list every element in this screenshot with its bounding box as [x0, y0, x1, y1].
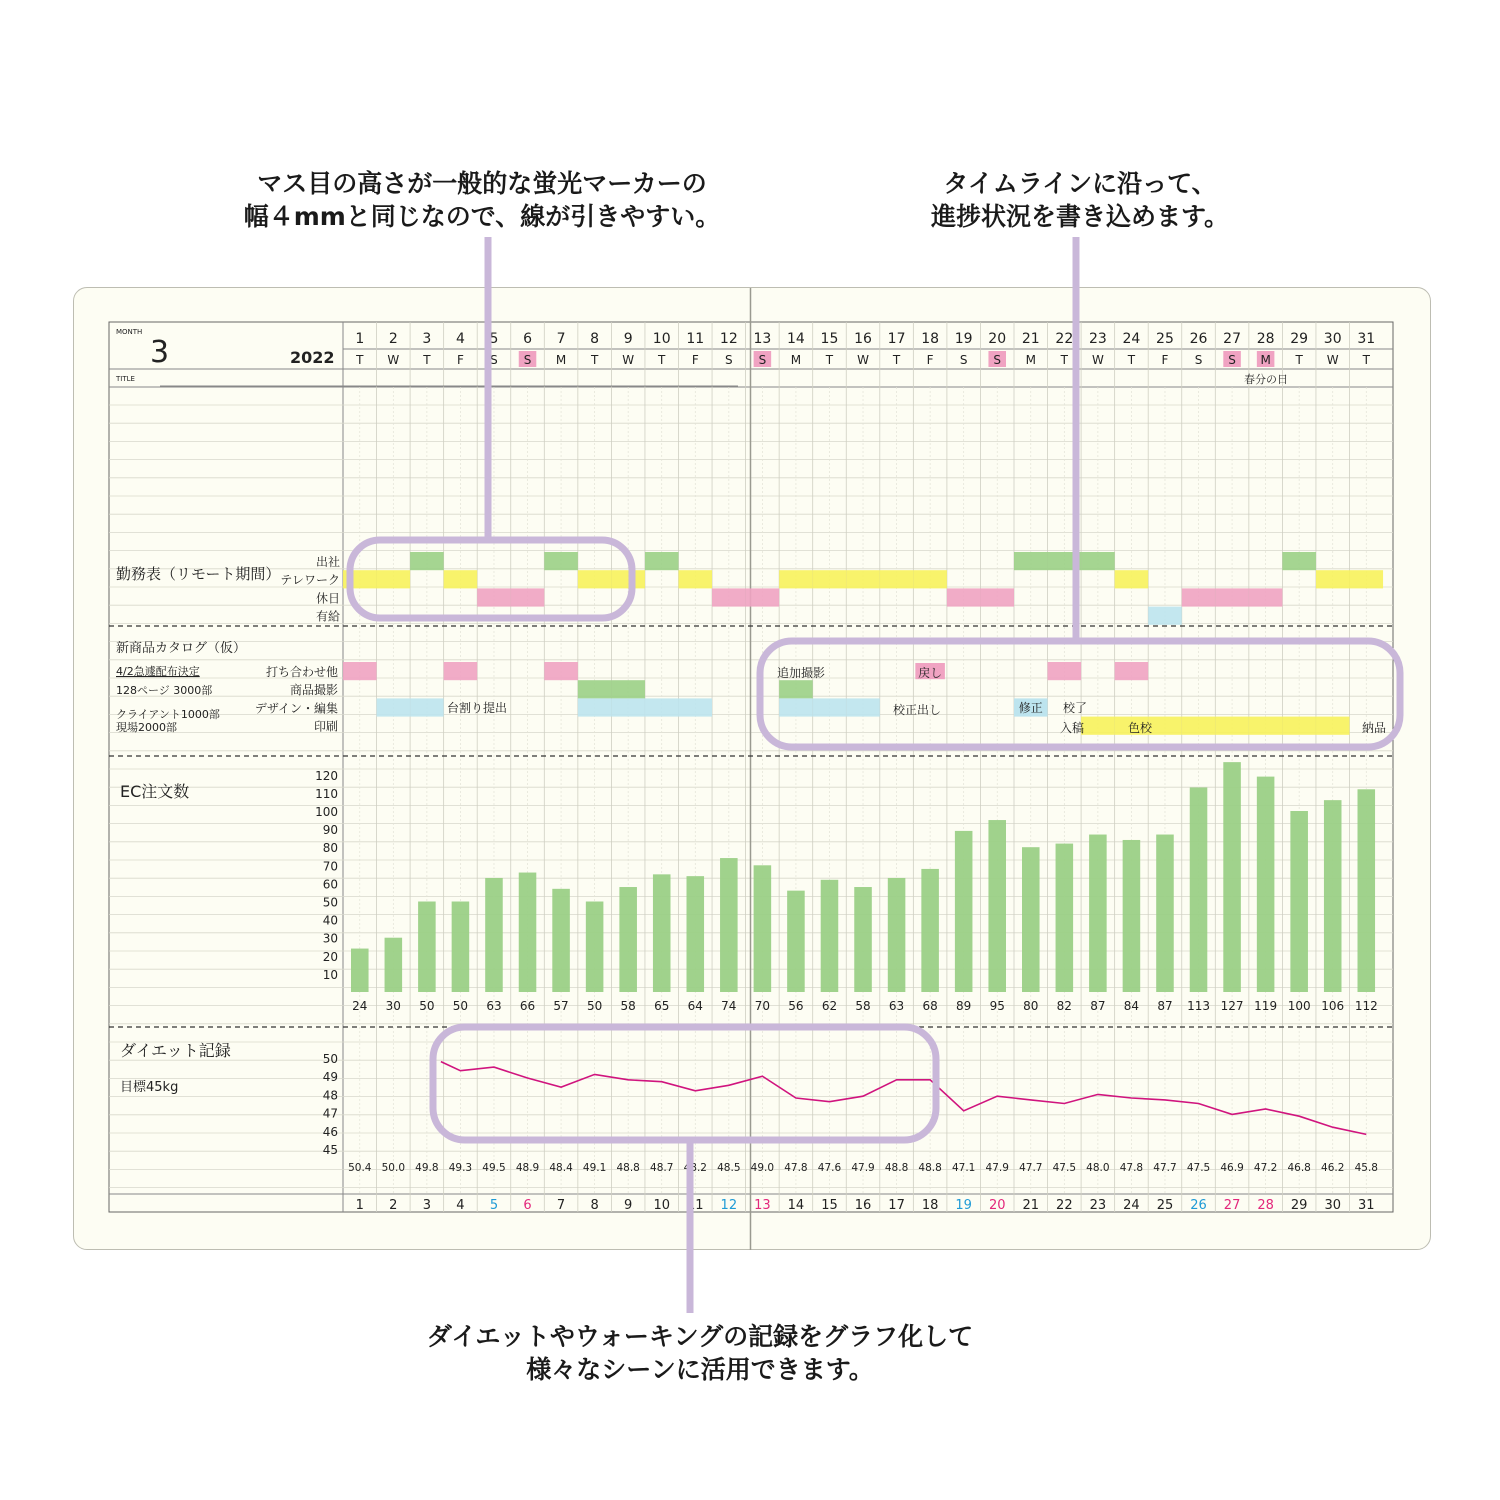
footer-day-number: 17	[888, 1198, 905, 1213]
label-daiwari: 台割り提出	[447, 701, 508, 715]
month-label: MONTH	[116, 328, 143, 336]
diet-value-label: 47.1	[951, 1162, 976, 1174]
ec-bar-label: 58	[855, 999, 871, 1013]
ec-y-tick: 20	[322, 949, 338, 964]
footer-day-number: 12	[720, 1198, 738, 1213]
catalog-cell	[846, 698, 880, 716]
footer-day-number: 25	[1156, 1198, 1174, 1213]
ec-bar-label: 87	[1090, 999, 1106, 1013]
catalog-cell	[1249, 717, 1283, 735]
day-number: 8	[590, 331, 600, 347]
footer-day-number: 31	[1358, 1198, 1375, 1213]
ec-bar-label: 74	[721, 999, 737, 1013]
ec-bar-label: 112	[1354, 999, 1378, 1013]
ec-bar-label: 57	[553, 999, 569, 1013]
diet-goal: 目標45kg	[120, 1080, 179, 1095]
day-number: 1	[355, 331, 365, 347]
catalog-cell	[1081, 717, 1115, 735]
title-label: TITLE	[116, 375, 135, 383]
catalog-note: 4/2急遽配布決定	[116, 665, 200, 678]
label-kousei: 校正出し	[893, 703, 942, 717]
ec-bar-label: 84	[1123, 999, 1140, 1013]
footer-day-number: 9	[624, 1198, 633, 1213]
weekday-letter: W	[1091, 353, 1104, 367]
ec-bar	[921, 869, 939, 992]
footer-day-number: 8	[590, 1198, 599, 1213]
footer-day-number: 5	[489, 1198, 499, 1213]
catalog-cell	[578, 680, 612, 698]
catalog-cell	[611, 698, 645, 716]
weekday-letter: T	[590, 353, 599, 367]
ec-bar	[418, 902, 436, 993]
ec-bar-label: 113	[1187, 999, 1210, 1013]
diet-value-label: 48.8	[918, 1162, 942, 1174]
catalog-cell	[377, 698, 411, 716]
weekday-letter: M	[555, 353, 567, 367]
footer-day-number: 22	[1056, 1198, 1073, 1213]
footer-day-number: 26	[1190, 1198, 1207, 1213]
weekday-letter: M	[790, 353, 802, 367]
label-modoshi: 戻し	[918, 666, 943, 680]
callout-grid-height-line2: 幅４mmと同じなので、線が引きやすい。	[243, 202, 721, 231]
label-tsuika: 追加撮影	[777, 666, 826, 680]
ec-y-tick: 80	[322, 841, 338, 856]
month-number: 3	[150, 335, 170, 370]
catalog-cell	[1215, 717, 1249, 735]
work-cell	[712, 588, 746, 606]
diet-value-label: 49.0	[750, 1162, 775, 1174]
catalog-title: 新商品カタログ（仮）	[116, 641, 247, 656]
catalog-cell	[779, 680, 813, 698]
ec-bar	[1290, 811, 1308, 992]
catalog-cell	[544, 662, 578, 680]
ec-bar	[955, 831, 973, 992]
weekday-letter: T	[1362, 353, 1370, 367]
work-cell	[410, 552, 444, 570]
ec-y-tick: 40	[322, 913, 338, 928]
diet-value-label: 48.7	[650, 1162, 674, 1174]
ec-bar	[1089, 835, 1107, 992]
catalog-cell	[1048, 662, 1082, 680]
diet-line	[441, 1062, 1366, 1135]
weekday-letter: S	[758, 353, 767, 367]
diet-value-label: 49.8	[415, 1162, 439, 1174]
day-number: 11	[686, 331, 705, 347]
diet-value-label: 47.5	[1052, 1162, 1077, 1174]
work-cell	[1249, 588, 1283, 606]
weekday-letter: S	[959, 353, 968, 367]
weekday-letter: S	[490, 353, 498, 367]
diet-value-label: 46.9	[1220, 1162, 1244, 1174]
weekday-letter: M	[1025, 353, 1036, 367]
weekday-letter: F	[1161, 353, 1169, 367]
weekday-letter: W	[622, 353, 635, 367]
weekday-letter: S	[523, 353, 532, 367]
diet-y-tick: 48	[322, 1088, 338, 1103]
diet-value-label: 49.1	[582, 1162, 607, 1174]
ec-bar	[1190, 787, 1208, 992]
diet-value-label: 47.8	[1119, 1162, 1144, 1174]
day-number: 24	[1122, 331, 1141, 347]
catalog-cell	[779, 698, 813, 716]
work-row-label: 出社	[315, 555, 340, 569]
callout-timeline-line1: タイムラインに沿って、	[943, 169, 1217, 198]
ec-bar	[1123, 840, 1141, 992]
weekday-letter: F	[691, 353, 699, 367]
work-row-label: 休日	[315, 591, 340, 606]
grid-lines	[109, 288, 1393, 1250]
diet-value-label: 49.5	[482, 1162, 506, 1174]
day-number: 19	[954, 331, 973, 347]
label-irokou: 色校	[1128, 721, 1153, 735]
weekday-letter: W	[1326, 353, 1339, 367]
ec-bar-label: 65	[654, 999, 670, 1013]
work-cell	[578, 570, 612, 588]
ec-y-tick: 110	[315, 786, 338, 801]
footer-day-number: 7	[556, 1198, 566, 1213]
work-cell	[544, 552, 578, 570]
weekday-letter: W	[857, 353, 869, 367]
footer-day-number: 10	[653, 1198, 670, 1213]
ec-bar-label: 24	[352, 999, 368, 1013]
diet-value-label: 47.8	[784, 1162, 808, 1174]
diet-value-label: 48.9	[515, 1162, 540, 1174]
ec-bar-label: 82	[1056, 999, 1072, 1013]
work-row-label: テレワーク	[280, 573, 340, 588]
work-title: 勤務表（リモート期間）	[116, 565, 281, 583]
day-number: 28	[1256, 331, 1275, 347]
footer-day-number: 15	[821, 1198, 838, 1213]
footer-day-number: 29	[1290, 1198, 1308, 1213]
weekday-letter: S	[1194, 353, 1203, 367]
footer-day-number: 20	[988, 1198, 1006, 1213]
work-cell	[813, 570, 847, 588]
footer-day-number: 3	[422, 1198, 432, 1213]
ec-bar	[1257, 777, 1275, 992]
weekday-letter: T	[423, 353, 431, 367]
ec-y-tick: 120	[315, 768, 338, 783]
ec-y-tick: 50	[322, 895, 338, 910]
work-cell	[477, 588, 511, 606]
ec-bar	[1022, 847, 1040, 992]
work-cell	[947, 588, 981, 606]
catalog-cell	[1148, 717, 1182, 735]
work-cell	[1081, 552, 1115, 570]
work-cell	[1182, 588, 1216, 606]
catalog-cell	[679, 698, 713, 716]
diet-value-label: 50.4	[348, 1162, 372, 1174]
diet-value-label: 47.7	[1019, 1162, 1043, 1174]
work-cell	[645, 552, 679, 570]
catalog-cell	[1182, 717, 1216, 735]
work-cell	[980, 588, 1014, 606]
diet-value-label: 47.5	[1186, 1162, 1211, 1174]
diet-value-label: 46.2	[1321, 1162, 1345, 1174]
diet-value-label: 48.5	[717, 1162, 741, 1174]
catalog-cell	[444, 662, 478, 680]
callout-grid-height-line1: マス目の高さが一般的な蛍光マーカーの	[257, 169, 707, 198]
ec-bar	[653, 874, 671, 992]
ec-bar	[519, 873, 537, 992]
ec-y-tick: 30	[322, 931, 338, 946]
weekday-letter: F	[926, 353, 934, 367]
ec-bar	[687, 876, 705, 992]
ec-bar	[1358, 789, 1376, 992]
weekday-letter: M	[1260, 353, 1271, 367]
day-number: 7	[556, 331, 566, 347]
work-row-label: 有給	[315, 609, 340, 624]
day-number: 29	[1290, 331, 1309, 347]
ec-bar-label: 58	[620, 999, 636, 1013]
day-number: 13	[753, 331, 772, 347]
footer-day-number: 16	[854, 1198, 872, 1213]
ec-bar	[351, 949, 369, 992]
work-cell	[880, 570, 914, 588]
day-number: 22	[1055, 331, 1074, 347]
work-cell	[511, 588, 545, 606]
ec-bar-label: 64	[687, 999, 703, 1013]
year-label: 2022	[290, 348, 335, 367]
label-shusei: 修正	[1018, 701, 1043, 715]
ec-bar-label: 50	[586, 999, 603, 1013]
catalog-cell	[1115, 662, 1149, 680]
catalog-cell	[578, 698, 612, 716]
weekday-letter: S	[725, 353, 733, 367]
ec-bar-label: 66	[519, 999, 536, 1013]
diet-y-tick: 49	[322, 1070, 338, 1085]
label-nohin: 納品	[1362, 721, 1387, 735]
ec-bar	[586, 902, 604, 993]
diet-y-tick: 45	[322, 1143, 338, 1157]
label-nyuko: 入稿	[1060, 721, 1085, 735]
footer-day-number: 30	[1324, 1198, 1341, 1213]
diet-value-label: 48.2	[683, 1162, 707, 1174]
work-cell	[1148, 607, 1182, 625]
day-number: 27	[1223, 331, 1241, 347]
day-number: 3	[422, 331, 432, 347]
footer-day-number: 24	[1123, 1198, 1140, 1213]
catalog-note: 現場2000部	[116, 721, 177, 734]
work-cell	[1014, 552, 1048, 570]
ec-title: EC注文数	[120, 782, 190, 801]
footer-day-number: 21	[1022, 1198, 1040, 1213]
work-cell	[377, 570, 411, 588]
ec-y-tick: 70	[322, 859, 338, 874]
day-number: 20	[988, 331, 1007, 347]
footer-day-number: 28	[1257, 1198, 1274, 1213]
callout-graph-line1: ダイエットやウォーキングの記録をグラフ化して	[426, 1322, 974, 1351]
diet-value-label: 50.0	[381, 1162, 406, 1174]
diet-y-tick: 46	[322, 1124, 338, 1139]
catalog-row-label: デザイン・編集	[254, 701, 338, 716]
weekday-letter: T	[892, 353, 901, 367]
ec-bar-label: 50	[452, 999, 469, 1013]
ec-bar	[988, 820, 1006, 992]
work-cell	[1316, 570, 1350, 588]
catalog-row-label: 印刷	[313, 719, 338, 734]
day-number: 17	[887, 331, 906, 347]
day-number: 12	[719, 331, 738, 347]
weekday-letter: T	[1060, 353, 1068, 367]
diet-value-label: 48.8	[884, 1162, 909, 1174]
ec-bar-label: 70	[754, 999, 771, 1013]
label-kouryo: 校了	[1063, 701, 1088, 715]
diet-value-label: 45.8	[1354, 1162, 1378, 1174]
highlight-diet	[433, 1027, 936, 1140]
footer-day-number: 19	[955, 1198, 972, 1213]
diet-y-tick: 50	[322, 1052, 338, 1066]
catalog-cell	[1282, 717, 1316, 735]
ec-bar	[720, 858, 738, 992]
ec-bar	[821, 880, 839, 992]
ec-bar-label: 50	[419, 999, 435, 1013]
footer-day-number: 14	[787, 1198, 805, 1213]
work-cell	[1215, 588, 1249, 606]
catalog-cell	[611, 680, 645, 698]
ec-bar-label: 63	[888, 999, 905, 1013]
work-cell	[611, 570, 645, 588]
ec-y-tick: 60	[322, 877, 338, 892]
ec-bar	[1223, 762, 1241, 992]
day-number: 6	[523, 331, 532, 347]
day-number: 14	[787, 331, 805, 347]
day-number: 21	[1021, 331, 1040, 347]
ec-y-tick: 10	[322, 967, 338, 982]
day-number: 15	[820, 331, 839, 347]
day-number: 30	[1323, 331, 1342, 347]
day-number: 4	[455, 331, 465, 347]
diet-value-label: 48.0	[1086, 1162, 1110, 1174]
work-cell	[1282, 552, 1316, 570]
ec-bar	[754, 865, 772, 992]
catalog-note: 128ページ 3000部	[116, 684, 213, 697]
footer-day-number: 27	[1223, 1198, 1241, 1213]
diet-value-label: 48.4	[549, 1162, 573, 1174]
ec-bar-label: 68	[922, 999, 938, 1013]
ec-y-tick: 100	[315, 805, 338, 819]
footer-day-number: 11	[687, 1198, 704, 1213]
day-number: 26	[1189, 331, 1208, 347]
holiday-note: 春分の日	[1244, 373, 1288, 386]
diet-value-label: 47.6	[817, 1162, 842, 1174]
weekday-letter: F	[456, 353, 464, 367]
work-cell	[913, 570, 947, 588]
work-cell	[444, 570, 478, 588]
footer-day-number: 2	[389, 1198, 398, 1213]
work-cell	[679, 570, 713, 588]
diet-value-label: 49.3	[448, 1162, 473, 1174]
ec-bar	[552, 889, 570, 992]
day-number: 5	[489, 331, 499, 347]
ec-bar	[385, 938, 403, 992]
footer-day-number: 6	[523, 1198, 532, 1213]
diet-value-label: 47.2	[1253, 1162, 1278, 1174]
work-cell	[779, 570, 813, 588]
day-number: 25	[1156, 331, 1174, 347]
day-number: 18	[921, 331, 940, 347]
work-cell	[1350, 570, 1384, 588]
day-number: 9	[623, 331, 633, 347]
catalog-row-label: 商品撮影	[289, 683, 338, 698]
ec-bar	[452, 902, 470, 993]
callout-graph-line2: 様々なシーンに活用できます。	[526, 1355, 874, 1384]
catalog-cell	[645, 698, 679, 716]
ec-bar-label: 80	[1023, 999, 1039, 1013]
weekday-letter: T	[658, 353, 666, 367]
weekday-letter: T	[825, 353, 834, 367]
weekday-letter: S	[1228, 353, 1236, 367]
ec-bar-label: 106	[1321, 999, 1345, 1013]
footer-day-number: 1	[355, 1198, 364, 1213]
diet-title: ダイエット記録	[120, 1041, 231, 1060]
work-cell	[746, 588, 780, 606]
day-number: 10	[652, 331, 671, 347]
footer-day-number: 18	[921, 1198, 939, 1213]
ec-bar	[1156, 835, 1174, 992]
ec-bar	[485, 878, 503, 992]
catalog-note: クライアント1000部	[116, 708, 220, 721]
ec-bar-label: 127	[1220, 999, 1244, 1013]
work-cell	[1115, 570, 1149, 588]
footer-day-number: 4	[456, 1198, 465, 1213]
ec-bar-label: 56	[788, 999, 804, 1013]
ec-bar-label: 95	[989, 999, 1005, 1013]
diet-value-label: 47.9	[985, 1162, 1009, 1174]
day-number: 31	[1357, 331, 1376, 347]
diet-value-label: 47.7	[1153, 1162, 1177, 1174]
ec-bar	[1324, 800, 1342, 992]
footer-day-number: 13	[754, 1198, 771, 1213]
ec-bar	[787, 891, 805, 992]
diet-value-label: 48.8	[616, 1162, 640, 1174]
ec-bar	[854, 887, 872, 992]
ec-bar-label: 87	[1157, 999, 1173, 1013]
catalog-cell	[1316, 717, 1350, 735]
catalog-cell	[410, 698, 444, 716]
ec-bar-label: 62	[821, 999, 838, 1013]
catalog-cell	[813, 698, 847, 716]
callout-timeline-line2: 進捗状況を書き込めます。	[930, 202, 1229, 231]
ec-y-tick: 90	[322, 823, 338, 838]
ec-bar-label: 119	[1254, 999, 1278, 1013]
work-cell	[846, 570, 880, 588]
weekday-letter: S	[993, 353, 1002, 367]
day-number: 23	[1088, 331, 1107, 347]
weekday-letter: T	[356, 353, 364, 367]
ec-bar-label: 100	[1287, 999, 1311, 1013]
day-number: 2	[388, 331, 398, 347]
ec-bar-label: 63	[486, 999, 502, 1013]
day-number: 16	[854, 331, 872, 347]
ec-bar	[888, 878, 906, 992]
ec-bar	[1056, 844, 1074, 992]
catalog-cell	[343, 662, 377, 680]
diet-value-label: 47.9	[851, 1162, 875, 1174]
ec-bar-label: 89	[956, 999, 972, 1013]
catalog-row-label: 打ち合わせ他	[265, 665, 338, 679]
diet-value-label: 46.8	[1287, 1162, 1311, 1174]
ec-bar-label: 30	[385, 999, 401, 1013]
weekday-letter: W	[387, 353, 400, 367]
weekday-letter: T	[1127, 353, 1136, 367]
footer-day-number: 23	[1089, 1198, 1107, 1213]
ec-bar	[619, 887, 637, 992]
diet-y-tick: 47	[322, 1106, 338, 1121]
weekday-letter: T	[1295, 353, 1303, 367]
